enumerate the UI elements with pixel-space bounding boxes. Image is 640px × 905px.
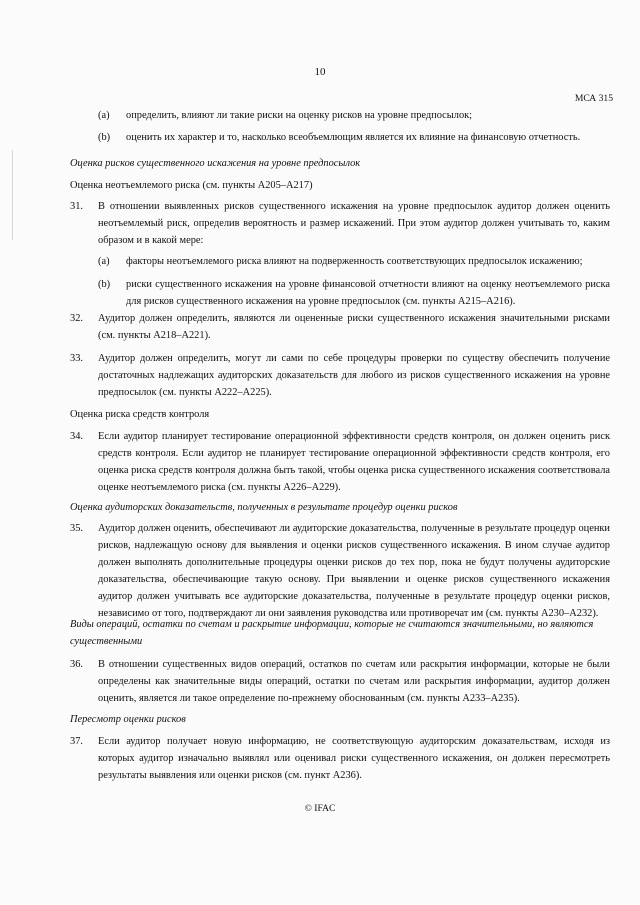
intro-item-a bbox=[70, 107, 610, 124]
item-text: оценить их характер и то, насколько всеобъемлющим является их влияние на финансовую отчетность. bbox=[126, 132, 581, 143]
paragraph-text: В отношении существенных видов операций, остатков по счетам или раскрытия информации, которые не были определены как значительные виды операций, остатки по счетам или раскрытия информации, аудитор должен оценить, является ли такое определение по-прежнему обоснованным (см. пункты А233–А235). bbox=[98, 659, 610, 704]
item-text: факторы неотъемлемого риска влияют на подверженность соответствующих предпосылок искажению; bbox=[126, 256, 583, 267]
intro-item-b bbox=[70, 129, 610, 146]
section-heading-revision: Пересмотр оценки рисков bbox=[70, 714, 186, 725]
standard-code: МСА 315 bbox=[574, 93, 613, 104]
intro-items-b bbox=[70, 129, 610, 146]
subheading-control-risk: Оценка риска средств контроля bbox=[70, 409, 210, 420]
paragraph-33 bbox=[70, 350, 610, 401]
scan-margin-line bbox=[12, 150, 13, 240]
paragraph-text: Аудитор должен определить, могут ли сами по себе процедуры проверки по существу обеспечить получение достаточных надлежащих аудиторских доказательств для любого из рисков существенного искажения на уровне предпосылок (см. пункты А222–А225). bbox=[98, 353, 610, 398]
paragraph-32 bbox=[70, 310, 610, 344]
paragraph-text: Если аудитор планирует тестирование операционной эффективности средств контроля, он должен оценить риск средств контроля. Если аудитор не планирует тестирование операционной эффективности средств контроля, его оценка риска средств контроля должна быть такой, чтобы оценка риска существенного искажения соответствовала оценке неотъемлемого риска (см. пункты А226–А229). bbox=[98, 431, 610, 493]
item-text: риски существенного искажения на уровне финансовой отчетности влияют на оценку неотъемлемого риска для рисков существенного искажения на уровне предпосылок (см. пункты А215–А216). bbox=[126, 279, 610, 307]
item-label: (a) bbox=[98, 110, 110, 121]
section-heading-not-significant: Виды операций, остатки по счетам и раскрытие информации, которые не считаются значительными, но являются существенными bbox=[70, 619, 594, 647]
page-number: 10 bbox=[314, 66, 326, 78]
paragraph-31 bbox=[70, 198, 610, 249]
paragraph-number: 36. bbox=[70, 659, 83, 670]
paragraph-37 bbox=[70, 733, 610, 784]
paragraph-number: 31. bbox=[70, 201, 83, 212]
paragraph-31-item-a bbox=[70, 253, 610, 270]
item-label: (b) bbox=[98, 279, 111, 290]
paragraph-number: 32. bbox=[70, 313, 83, 324]
copyright-footer: © IFAC bbox=[304, 803, 336, 814]
paragraph-36 bbox=[70, 656, 610, 707]
paragraph-text: В отношении выявленных рисков существенного искажения на уровне предпосылок аудитор должен оценить неотъемлемый риск, определив вероятность и размер искажений. При этом аудитор должен учитывать то, каким образом и в какой мере: bbox=[98, 201, 610, 246]
paragraph-text: Аудитор должен определить, являются ли оцененные риски существенного искажения значительными рисками (см. пункты А218–А221). bbox=[98, 313, 610, 341]
intro-items bbox=[70, 107, 610, 124]
section-heading-audit-evidence: Оценка аудиторских доказательств, полученных в результате процедур оценки рисков bbox=[70, 502, 458, 513]
subheading-inherent-risk: Оценка неотъемлемого риска (см. пункты А205–А217) bbox=[70, 180, 313, 191]
paragraph-text: Если аудитор получает новую информацию, не соответствующую аудиторским доказательствам, исходя из которых аудитор изначально выявлял или оценивал риски существенного искажения, он должен пересмотреть результаты выявления или оценки рисков (см. пункт А236). bbox=[98, 736, 610, 781]
item-label: (b) bbox=[98, 132, 111, 143]
paragraph-34 bbox=[70, 428, 610, 496]
section-heading-assertion-level: Оценка рисков существенного искажения на уровне предпосылок bbox=[70, 158, 361, 169]
paragraph-number: 37. bbox=[70, 736, 83, 747]
paragraph-31-item-b bbox=[70, 276, 610, 310]
item-label: (a) bbox=[98, 256, 110, 267]
paragraph-number: 35. bbox=[70, 523, 83, 534]
paragraph-number: 33. bbox=[70, 353, 83, 364]
item-text: определить, влияют ли такие риски на оценку рисков на уровне предпосылок; bbox=[126, 110, 473, 121]
paragraph-text: Аудитор должен оценить, обеспечивают ли аудиторские доказательства, полученные в результате процедур оценки рисков, надлежащую основу для выявления и оценки рисков существенного искажения. В ином случае аудитор должен выполнять дополнительные процедуры оценки рисков до тех пор, пока не будут получены аудиторские доказательства, обеспечивающие такую основу. При выявлении и оценке рисков существенного искажения аудитор должен учитывать все аудиторские доказательства, полученные в результате процедур оценки рисков, независимо от того, подтверждают ли они заявления руководства или противоречат им (см. пункты А230–А232). bbox=[98, 523, 610, 619]
paragraph-number: 34. bbox=[70, 431, 83, 442]
paragraph-35 bbox=[70, 520, 610, 622]
